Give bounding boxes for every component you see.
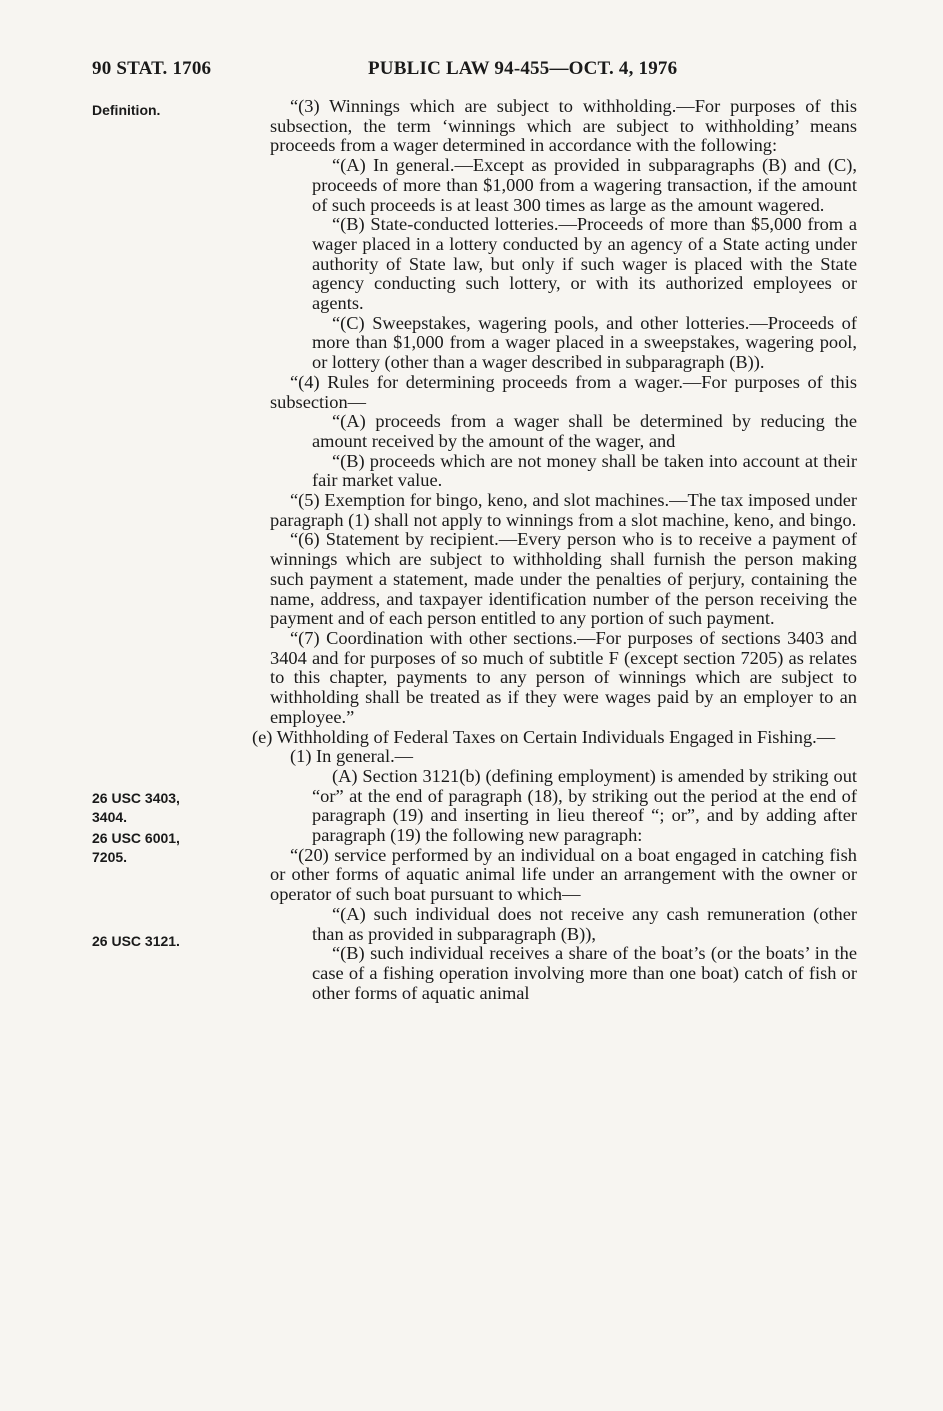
statute-page-number: 90 STAT. 1706 xyxy=(92,58,212,79)
paragraph-3a: “(A) In general.—Except as provided in subparagraphs (B) and (C), proceeds of more than $1,000 from a wagering transaction, if the amount of such proceeds is at least 300 times as large as the amount wagered. xyxy=(312,155,857,215)
paragraph-4: “(4) Rules for determining proceeds from a wager.—For purposes of this subsection— xyxy=(270,371,857,412)
paragraph-20b: “(B) such individual receives a share of the boat’s (or the boats’ in the case of a fishing operation involving more than one boat) catch of fish or other forms of aquatic animal xyxy=(312,943,857,1003)
margin-note-usc-3403: 26 USC 3403, xyxy=(92,790,180,806)
subsection-e-1: (1) In general.— xyxy=(290,746,414,767)
paragraph-3: “(3) Winnings which are subject to withholding.—For purposes of this subsection, the term ‘winnings which are subject to withholding’ means proceeds from a wager determined in accordance with the following: xyxy=(270,96,857,156)
public-law-title: PUBLIC LAW 94-455—OCT. 4, 1976 xyxy=(368,58,678,79)
margin-note-usc-3404: 3404. xyxy=(92,809,128,825)
subsection-e-1-a: (A) Section 3121(b) (defining employment) is amended by striking out “or” at the end of paragraph (18), by striking out the period at the end of paragraph (19) and inserting in lieu thereof “; or”, and by adding after paragraph (19) the following new paragraph: xyxy=(312,765,857,846)
margin-note-usc-3121: 26 USC 3121. xyxy=(92,933,180,949)
margin-note-definition: Definition. xyxy=(92,102,161,118)
paragraph-20: “(20) service performed by an individual on a boat engaged in catching fish or other forms of aquatic animal life under an arrangement with the owner or operator of such boat pursuant to which— xyxy=(270,844,857,905)
statute-body xyxy=(232,97,857,1003)
paragraph-20a: “(A) such individual does not receive any cash remuneration (other than as provided in subparagraph (B)), xyxy=(312,903,857,944)
paragraph-4a: “(A) proceeds from a wager shall be determined by reducing the amount received by the amount of the wager, and xyxy=(312,411,857,451)
paragraph-5: “(5) Exemption for bingo, keno, and slot machines.—The tax imposed under paragraph (1) shall not apply to winnings from a slot machine, keno, and bingo. xyxy=(270,490,857,530)
paragraph-3c: “(C) Sweepstakes, wagering pools, and other lotteries.—Proceeds of more than $1,000 from a wager placed in a sweepstakes, wagering pool, or lottery (other than a wager described in subparagraph (B)). xyxy=(312,312,857,373)
paragraph-4b: “(B) proceeds which are not money shall be taken into account at their fair market value. xyxy=(312,450,857,491)
paragraph-6: “(6) Statement by recipient.—Every person who is to receive a payment of winnings which are subject to withholding shall furnish the person making such payment a statement, made under the penalties of perjury, containing the name, address, and taxpayer identification number of the person receiving the payment and of each person entitled to any portion of such payment. xyxy=(270,529,857,629)
margin-note-usc-7205: 7205. xyxy=(92,849,128,865)
subsection-e: (e) Withholding of Federal Taxes on Certain Individuals Engaged in Fishing.— xyxy=(252,726,836,747)
paragraph-3b: “(B) State-conducted lotteries.—Proceeds of more than $5,000 from a wager placed in a lottery conducted by an agency of a State acting under authority of State law, but only if such wager is placed with the State agency conducting such lottery, or with its authorized employees or agents. xyxy=(312,214,857,314)
paragraph-7: “(7) Coordination with other sections.—For purposes of sections 3403 and 3404 and for purposes of so much of subtitle F (except section 7205) as relates to this chapter, payments to any person of winnings which are subject to withholding shall be treated as if they were wages paid by an employer to an employee.” xyxy=(270,627,857,727)
margin-note-usc-6001: 26 USC 6001, xyxy=(92,830,180,846)
